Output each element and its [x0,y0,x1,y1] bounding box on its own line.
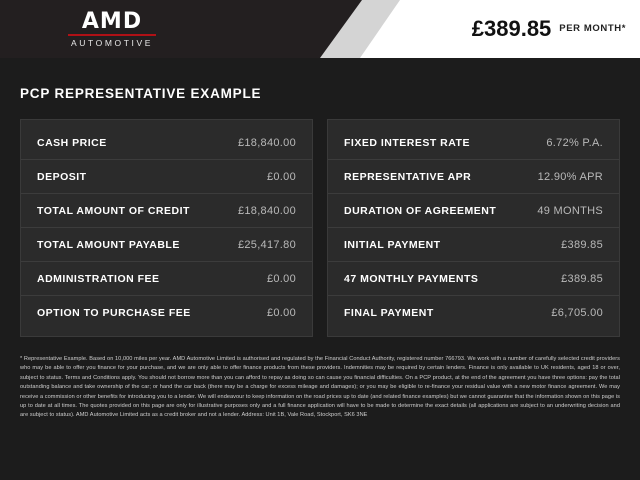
table-row [21,228,312,262]
monthly-price-period: PER MONTH* [559,23,626,34]
table-row [21,194,312,228]
amd-automotive-logo [68,11,156,49]
table-row [328,262,619,296]
row-label: DURATION OF AGREEMENT [344,204,497,217]
table-row [21,296,312,330]
monthly-price-block [472,0,626,58]
row-label: TOTAL AMOUNT OF CREDIT [37,204,190,217]
page-header [0,0,640,58]
row-value: £18,840.00 [237,136,296,149]
representative-example-disclaimer: * Representative Example. Based on 10,000 miles per year. AMD Automotive Limited is authorised and regulated by the Financial Conduct Authority, registered number 766793. We work with a number of carefully selected credit providers who may be able to offer you finance for your purchase, and we are only able to offer finance products from these providers. Indemnities may be required by certain lenders. Finance is only available to UK residents, aged 18 or over, subject to status. Terms and Conditions apply. You should not borrow more than you can afford to repay as doing so can cause you financial difficulties. On a PCP product, at the end of the agreement you have three options: pay the total outstanding balance and take ownership of the car; or hand the car back (there may be a charge for excess mileage and damages); or you may be eligible to re-finance your residual value with a new motor finance agreement. We may receive a commission or other benefits for introducing you to a lender. We will endeavour to keep information on the road prices up to date (and related finance examples) but we cannot guarantee that the information shown on this page is up to date at all times. The quotes provided on this page are only for illustrative purposes only and a full finance application will have to be made to determine the exact details (all applications are subject to an underwriting decision and are subject to status). AMD Automotive Limited acts as a credit broker and not a lender. Address: Unit 1B, Vale Road, Stockport, SK6 3NE [20,356,620,419]
row-label: ADMINISTRATION FEE [37,272,160,285]
row-value: £25,417.80 [237,238,296,251]
finance-table-right [327,119,620,337]
row-value: £0.00 [266,272,296,285]
table-row [328,126,619,160]
row-value: £18,840.00 [237,204,296,217]
row-value: 12.90% APR [537,170,603,183]
row-value: £389.85 [561,238,603,251]
row-label: CASH PRICE [37,136,107,149]
table-row [21,262,312,296]
finance-table-left [20,119,313,337]
row-value: 6.72% P.A. [546,136,603,149]
row-label: FINAL PAYMENT [344,307,434,319]
row-label: TOTAL AMOUNT PAYABLE [37,238,180,251]
row-value: £0.00 [266,307,296,319]
table-row [21,160,312,194]
row-label: DEPOSIT [37,170,87,183]
row-label: FIXED INTEREST RATE [344,136,470,149]
logo-sub-text: AUTOMOTIVE [70,38,154,48]
row-value: £0.00 [266,170,296,183]
page-title: PCP REPRESENTATIVE EXAMPLE [20,86,262,101]
row-value: £6,705.00 [551,307,603,319]
row-label: OPTION TO PURCHASE FEE [37,307,191,319]
table-row [328,228,619,262]
table-row [328,194,619,228]
monthly-price-amount: £389.85 [471,16,552,41]
row-value: £389.85 [561,272,603,285]
row-label: 47 MONTHLY PAYMENTS [344,272,479,285]
table-row [328,296,619,330]
logo-accent-underline [68,34,156,36]
finance-tables [0,101,640,337]
table-row [328,160,619,194]
table-row [21,126,312,160]
row-label: REPRESENTATIVE APR [344,170,472,183]
row-label: INITIAL PAYMENT [344,238,441,251]
logo-main-text: AMD [81,9,143,34]
row-value: 49 MONTHS [537,204,603,217]
